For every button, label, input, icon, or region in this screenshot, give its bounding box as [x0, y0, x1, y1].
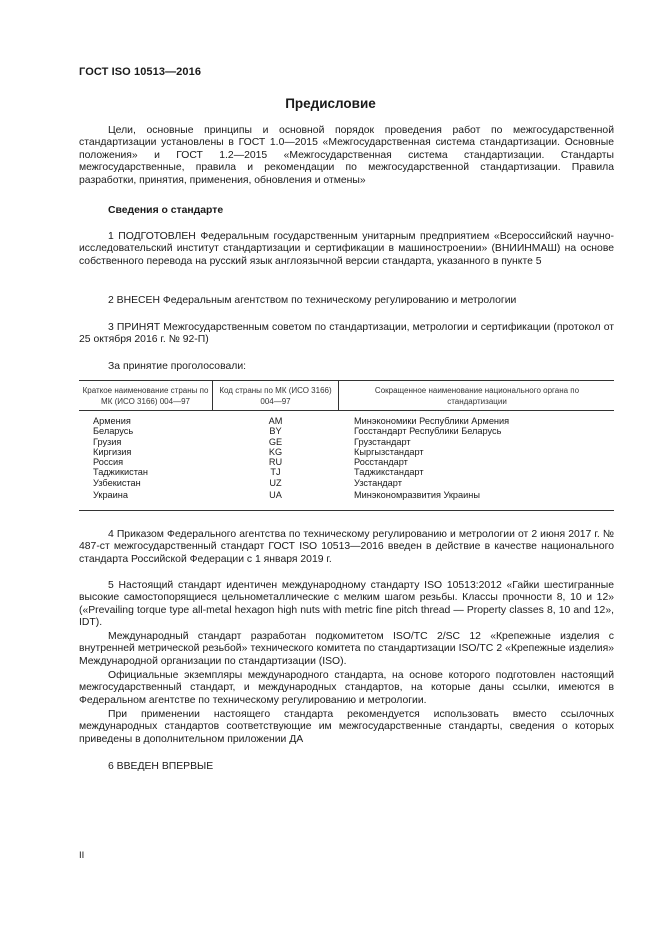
table-cell-code: RU — [268, 457, 283, 468]
item-2-paragraph: 2 ВНЕСЕН Федеральным агентством по техническому регулированию и метрологии — [108, 295, 517, 306]
page-title: Предисловие — [285, 96, 376, 111]
table-header-border — [79, 410, 614, 411]
table-cell-country: Беларусь — [93, 426, 134, 437]
table-cell-body: Минэкономразвития Украины — [354, 490, 480, 501]
table-top-border — [79, 380, 614, 381]
table-cell-code: TJ — [270, 467, 281, 478]
item-1-paragraph: 1 ПОДГОТОВЛЕН Федеральным государственным унитарным предприятием «Всероссийский научно-исследовательский институт стандартизации и сертификации в машиностроении» (ВНИИНМАШ) на основе собственного перевода на русский язык англоязычной версии стандарта, указанного в пункте 5 — [79, 231, 614, 267]
table-cell-code: AM — [268, 416, 283, 426]
table-cell-code: UZ — [269, 477, 282, 488]
table-cell-body: Узстандарт — [354, 477, 402, 488]
table-cell-country: Украина — [93, 490, 128, 501]
item-3-paragraph: 3 ПРИНЯТ Межгосударственным советом по стандартизации, метрологии и сертификации (протокол от 25 октября 2016 г. № 92-П) — [79, 322, 614, 346]
table-column-country — [93, 416, 148, 500]
item-5-copies-paragraph: Официальные экземпляры международного стандарта, на основе которого подготовлен настоящий межгосударственный стандарт, и международных стандартов, на которые даны ссылки, имеются в Федеральном агентстве по техническому регулированию и метрологии. — [79, 670, 614, 706]
item-6-paragraph: 6 ВВЕДЕН ВПЕРВЫЕ — [108, 761, 214, 772]
table-cell-code: UA — [269, 490, 282, 501]
table-cell-body: Госстандарт Республики Беларусь — [354, 426, 502, 437]
table-cell-country: Грузия — [93, 436, 122, 447]
document-code-header: ГОСТ ISO 10513—2016 — [79, 66, 202, 78]
item-5-paragraph: 5 Настоящий стандарт идентичен международному стандарту ISO 10513:2012 «Гайки шестигранные высокие самостопорящиеся цельнометаллические с мелким шагом резьбы. Классы прочности 8, 10 и 12» («Prevailing torque type all-metal hexagon high nuts with metric fine pitch thread — Property classes 8, 10 and 12», IDT). — [79, 580, 614, 629]
table-cell-code: BY — [269, 426, 282, 437]
table-column-body — [354, 416, 509, 500]
item-5-usage-paragraph: При применении настоящего стандарта рекомендуется использовать вместо ссылочных международных стандартов соответствующие им межгосударственные стандарты, сведения о которых приведены в дополнительном приложении ДА — [79, 709, 614, 745]
page-number: II — [79, 850, 85, 861]
item-5-developer-paragraph: Международный стандарт разработан подкомитетом ISO/TC 2/SC 12 «Крепежные изделия с внутренней метрической резьбой» технического комитета по стандартизации ISO/TC 2 «Крепежные изделия» Международной организации по стандартизации (ISO). — [79, 631, 614, 667]
item-4-paragraph: 4 Приказом Федерального агентства по техническому регулированию и метрологии от 2 июня 2017 г. № 487-ст межгосударственный стандарт ГОСТ ISO 10513—2016 введен в действие в качестве национального стандарта Российской Федерации с 1 января 2019 г. — [79, 529, 614, 565]
section-subtitle: Сведения о стандарте — [108, 205, 224, 216]
table-cell-country: Россия — [93, 457, 124, 468]
table-column-code — [215, 416, 336, 500]
table-cell-body: Кыргызстандарт — [354, 446, 424, 457]
voting-table — [79, 380, 614, 511]
table-cell-body: Таджикстандарт — [354, 467, 424, 478]
table-cell-country: Армения — [93, 416, 131, 426]
table-col-divider-2 — [338, 380, 339, 410]
table-col-divider-1 — [212, 380, 213, 410]
table-cell-code: KG — [268, 446, 283, 457]
table-cell-body: Грузстандарт — [354, 436, 411, 447]
table-cell-body: Минэкономики Республики Армения — [354, 416, 510, 426]
table-cell-country: Киргизия — [93, 446, 132, 457]
table-bottom-border — [79, 510, 614, 511]
table-cell-country: Узбекистан — [93, 477, 141, 488]
table-header-body: Сокращенное наименование национального органа по стандартизации — [374, 386, 580, 406]
intro-paragraph: Цели, основные принципы и основной порядок проведения работ по межгосударственной стандартизации установлены в ГОСТ 1.0—2015 «Межгосударственная система стандартизации. Основные положения» и ГОСТ 1.2—2015 «Межгосударственная система стандартизации. Стандарты межгосударственные, правила и рекомендации по межгосударственной стандартизации. Правила разработки, принятия, применения, обновления и отмены» — [79, 125, 614, 186]
table-header-country: Краткое наименование страны по МК (ИСО 3166) 004—97 — [82, 386, 209, 406]
table-cell-body: Росстандарт — [354, 457, 408, 468]
vote-intro: За принятие проголосовали: — [108, 361, 247, 372]
table-cell-code: GE — [268, 436, 283, 447]
table-cell-country: Таджикистан — [93, 467, 148, 478]
table-header-code: Код страны по МК (ИСО 3166) 004—97 — [219, 386, 332, 406]
